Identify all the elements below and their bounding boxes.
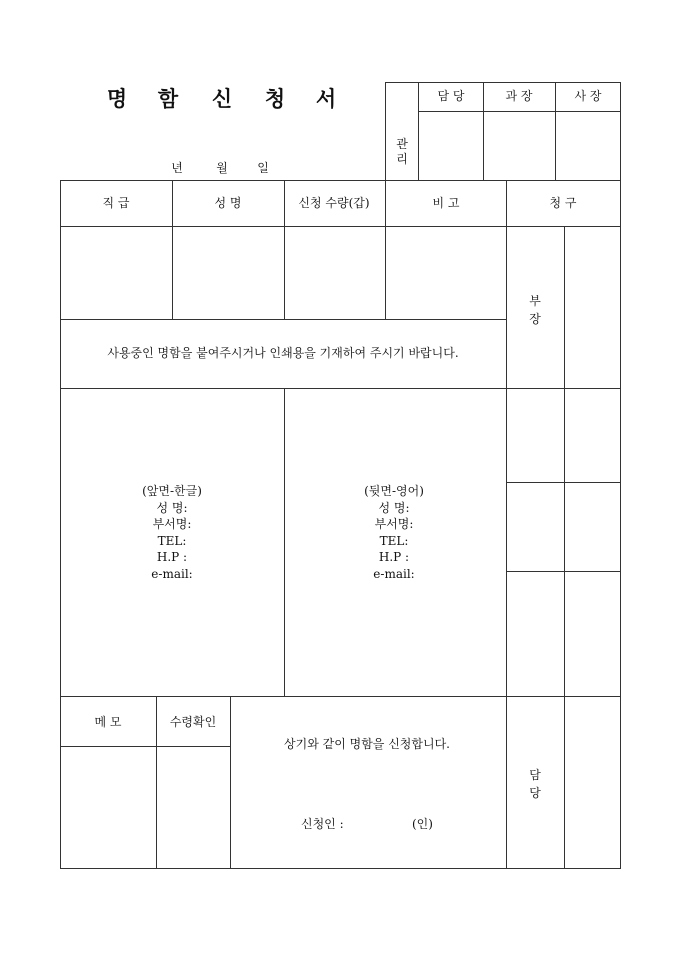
- card-front-field: 성 명:: [156, 500, 188, 515]
- header-quantity: 신청 수량(갑): [298, 196, 370, 210]
- title-char: 함: [157, 86, 179, 111]
- instruction-text: 사용중인 명함을 붙여주시거나 인쇄용을 기재하여 주시기 바랍니다.: [107, 346, 459, 360]
- card-back-field: H.P :: [378, 550, 410, 564]
- approval-side-label: [396, 137, 408, 167]
- remarks-entry-cell[interactable]: [386, 227, 506, 319]
- billing-staff-char: 담: [529, 768, 541, 782]
- card-back-field: 성 명:: [378, 500, 410, 515]
- card-front-field: 부서명:: [152, 517, 192, 531]
- receipt-confirm-label: 수령확인: [169, 715, 217, 729]
- card-front-heading: (앞면-한글): [142, 484, 202, 498]
- card-front-field: H.P :: [156, 550, 188, 564]
- application-statement: 상기와 같이 명함을 신청합니다.: [284, 737, 450, 751]
- approval-role-president: 사 장: [574, 89, 602, 103]
- title-char: 서: [315, 86, 337, 111]
- quantity-entry-cell[interactable]: [285, 227, 385, 319]
- memo-label: 메 모: [94, 715, 122, 729]
- billing-staff-char: 당: [529, 786, 541, 800]
- receipt-entry-cell[interactable]: [157, 747, 230, 868]
- header-billing: 청 구: [549, 196, 577, 210]
- card-front-info: [142, 483, 202, 582]
- billing-dept-label: [529, 292, 541, 328]
- date-year-label: 년: [171, 161, 183, 175]
- title-char: 신: [211, 86, 233, 111]
- billing-dept-char: 부: [529, 294, 541, 308]
- approval-side-char: 관: [396, 137, 408, 151]
- approval-role-staff: 담 당: [437, 89, 465, 103]
- rank-entry-cell[interactable]: [61, 227, 172, 319]
- memo-entry-cell[interactable]: [61, 747, 156, 868]
- card-back-field: e-mail:: [373, 566, 415, 581]
- approval-role-manager: 과 장: [505, 89, 533, 103]
- card-back-heading: (뒷면-영어): [364, 484, 424, 498]
- approval-sign-cell-manager[interactable]: [484, 112, 555, 180]
- seal-mark: (인): [412, 817, 433, 831]
- billing-dept-char: 장: [529, 312, 541, 326]
- header-rank: 직 급: [102, 196, 130, 210]
- card-back-field: 부서명:: [374, 517, 414, 531]
- title-char: 명: [106, 86, 128, 111]
- card-front-field: e-mail:: [151, 566, 193, 581]
- billing-staff-label: [529, 766, 541, 802]
- header-name: 성 명: [214, 196, 242, 210]
- approval-side-char: 리: [396, 152, 408, 166]
- name-entry-cell[interactable]: [173, 227, 284, 319]
- title-char: 청: [264, 86, 286, 111]
- date-month-label: 월: [216, 161, 228, 175]
- approval-sign-cell-president[interactable]: [556, 112, 620, 180]
- approval-sign-cell-staff[interactable]: [419, 112, 483, 180]
- card-back-field: TEL:: [379, 533, 409, 548]
- header-remarks: 비 고: [432, 196, 460, 210]
- applicant-label: 신청인 :: [301, 817, 344, 831]
- card-back-info: [364, 483, 424, 582]
- date-day-label: 일: [257, 161, 269, 175]
- card-front-field: TEL:: [157, 533, 187, 548]
